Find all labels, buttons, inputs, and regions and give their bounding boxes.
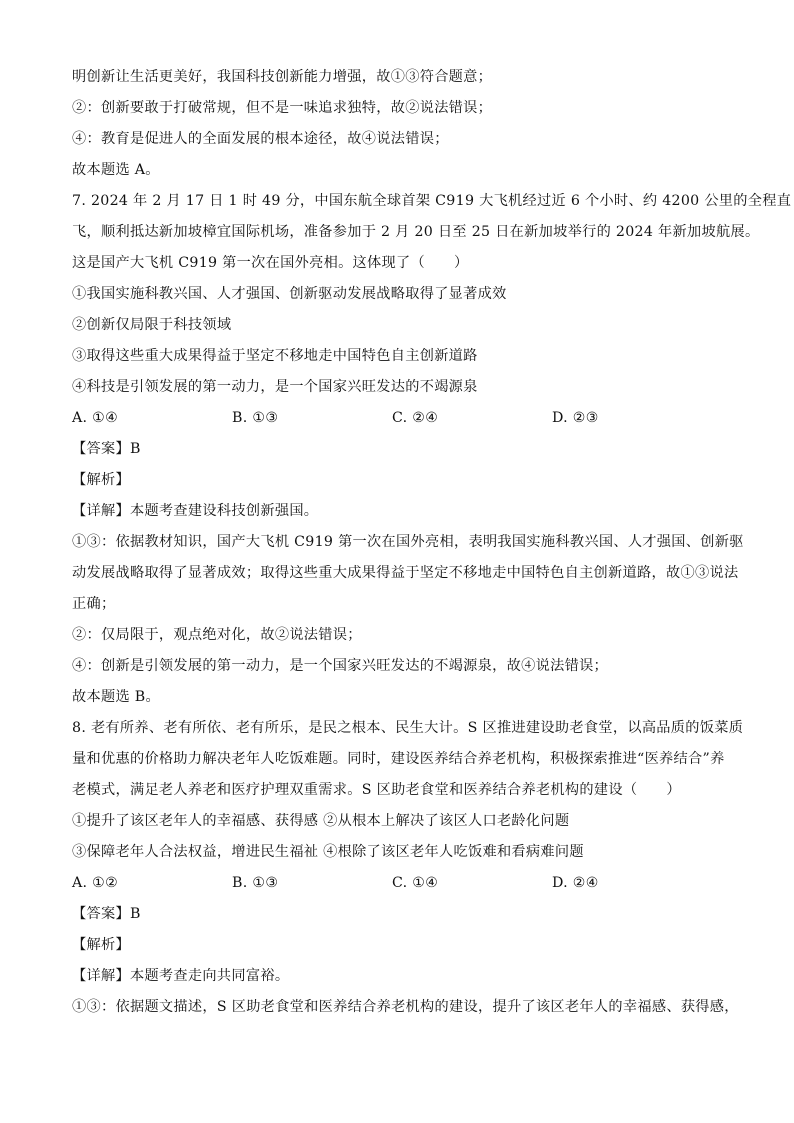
analysis-label: 【解析】 <box>72 472 130 488</box>
text-line: ②：创新要敢于打破常规，但不是一味追求独特，故②说法错误； <box>72 100 493 116</box>
option-a: A. ①④ <box>72 410 119 426</box>
question-8-stem: 8. 老有所养、老有所依、老有所乐，是民之根本、民生大计。S 区推进建设助老食堂，以高品质的饭菜质 <box>72 720 744 736</box>
answer-label: 【答案】B <box>72 906 141 922</box>
detail-line: ④：创新是引领发展的第一动力，是一个国家兴旺发达的不竭源泉，故④说法错误； <box>72 658 609 674</box>
text-line: 故本题选 A。 <box>72 162 160 178</box>
question-8-stem: 量和优惠的价格助力解决老年人吃饭难题。同时，建设医养结合养老机构，积极探索推进“医养结合”养 <box>72 751 725 767</box>
detail-line: 故本题选 B。 <box>72 689 160 705</box>
question-7-stem: 这是国产大飞机 C919 第一次在国外亮相。这体现了（ ） <box>72 255 469 271</box>
question-7-item: ①我国实施科教兴国、人才强国、创新驱动发展战略取得了显著成效 <box>72 286 507 302</box>
option-c: C. ①④ <box>392 875 439 891</box>
question-7-item: ③取得这些重大成果得益于坚定不移地走中国特色自主创新道路 <box>72 348 478 364</box>
detail-line: 正确； <box>72 596 116 612</box>
answer-label: 【答案】B <box>72 441 141 457</box>
question-7-item: ④科技是引领发展的第一动力，是一个国家兴旺发达的不竭源泉 <box>72 379 478 395</box>
question-7-stem: 7. 2024 年 2 月 17 日 1 时 49 分，中国东航全球首架 C919 大飞机经过近 6 个小时、约 4200 公里的全程直 <box>72 193 792 209</box>
text-line: ④：教育是促进人的全面发展的根本途径，故④说法错误； <box>72 131 449 147</box>
option-a: A. ①② <box>72 875 119 891</box>
question-7-item: ②创新仅局限于科技领域 <box>72 317 232 333</box>
detail-line: ①③：依据题文描述，S 区助老食堂和医养结合养老机构的建设，提升了该区老年人的幸福感、获得感， <box>72 999 739 1015</box>
detail-line: 【详解】本题考查建设科技创新强国。 <box>72 503 319 519</box>
option-d: D. ②④ <box>552 875 599 891</box>
question-8-stem: 老模式，满足老人养老和医疗护理双重需求。S 区助老食堂和医养结合养老机构的建设（ ） <box>72 782 681 798</box>
detail-line: ②：仅局限于，观点绝对化，故②说法错误； <box>72 627 362 643</box>
analysis-label: 【解析】 <box>72 937 130 953</box>
text-line: 明创新让生活更美好，我国科技创新能力增强，故①③符合题意； <box>72 69 493 85</box>
detail-line: 【详解】本题考查走向共同富裕。 <box>72 968 290 984</box>
question-7-stem: 飞，顺利抵达新加坡樟宜国际机场，准备参加于 2 月 20 日至 25 日在新加坡举行的 2024 年新加坡航展。 <box>72 224 760 240</box>
document-page <box>72 62 792 1023</box>
option-c: C. ②④ <box>392 410 439 426</box>
option-d: D. ②③ <box>552 410 599 426</box>
detail-line: 动发展战略取得了显著成效；取得这些重大成果得益于坚定不移地走中国特色自主创新道路，故①③说法 <box>72 565 739 581</box>
question-8-item: ①提升了该区老年人的幸福感、获得感 ②从根本上解决了该区人口老龄化问题 <box>72 813 570 829</box>
option-b: B. ①③ <box>232 410 279 426</box>
question-8-options <box>72 868 732 899</box>
option-b: B. ①③ <box>232 875 279 891</box>
question-7-options <box>72 403 732 434</box>
detail-line: ①③：依据教材知识，国产大飞机 C919 第一次在国外亮相，表明我国实施科教兴国、人才强国、创新驱 <box>72 534 744 550</box>
question-8-item: ③保障老年人合法权益，增进民生福祉 ④根除了该区老年人吃饭难和看病难问题 <box>72 844 584 860</box>
